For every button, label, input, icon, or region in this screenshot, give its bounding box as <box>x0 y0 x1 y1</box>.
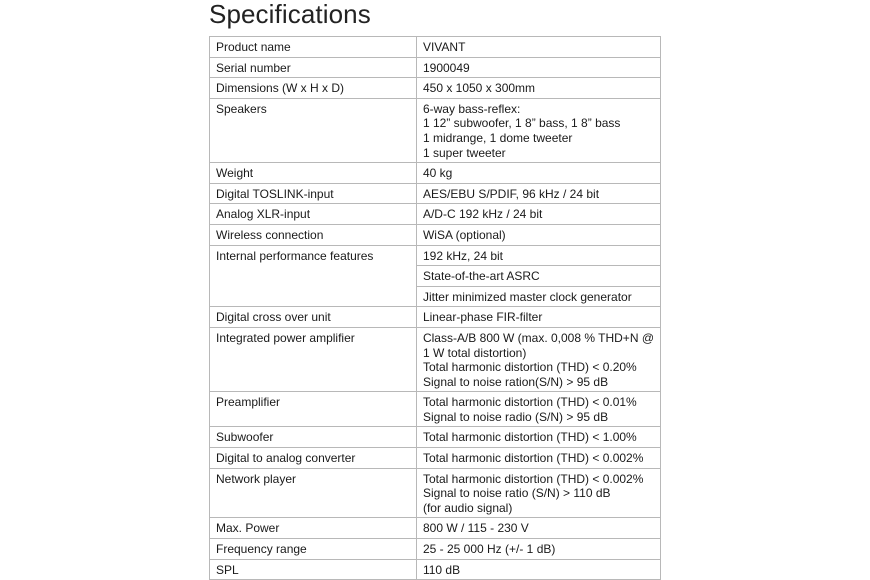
spec-value <box>416 518 660 539</box>
spec-value <box>416 266 660 287</box>
spec-value <box>416 468 660 518</box>
spec-value-line: Total harmonic distortion (THD) < 0.002% <box>422 471 644 486</box>
spec-value-line: AES/EBU S/PDIF, 96 kHz / 24 bit <box>422 186 600 201</box>
spec-value <box>416 327 660 391</box>
spec-value-line: 1900049 <box>422 60 470 75</box>
spec-label: Product name <box>210 37 417 58</box>
spec-value <box>416 307 660 328</box>
table-row <box>210 245 661 266</box>
table-row <box>210 224 661 245</box>
spec-value-line: Signal to noise ratio (S/N) > 110 dB <box>422 486 611 501</box>
spec-label: Integrated power amplifier <box>210 327 417 391</box>
spec-value-line: A/D-C 192 kHz / 24 bit <box>422 207 543 222</box>
table-row <box>210 307 661 328</box>
spec-value <box>416 57 660 78</box>
spec-value-line: 1 W total distortion) <box>422 345 527 360</box>
spec-label: Serial number <box>210 57 417 78</box>
spec-label: Dimensions (W x H x D) <box>210 78 417 99</box>
table-row <box>210 559 661 580</box>
specifications-table <box>209 36 661 580</box>
spec-label: Wireless connection <box>210 224 417 245</box>
spec-value <box>416 559 660 580</box>
spec-value <box>416 204 660 225</box>
spec-value <box>416 427 660 448</box>
spec-label: Digital to analog converter <box>210 448 417 469</box>
table-row <box>210 327 661 391</box>
spec-value <box>416 448 660 469</box>
spec-value <box>416 539 660 560</box>
table-row <box>210 468 661 518</box>
spec-label: Preamplifier <box>210 392 417 427</box>
table-row <box>210 183 661 204</box>
table-row <box>210 204 661 225</box>
spec-value <box>416 392 660 427</box>
spec-value-line: 110 dB <box>422 562 461 577</box>
spec-value-line: VIVANT <box>422 40 466 54</box>
spec-value-line: 800 W / 115 - 230 V <box>422 521 529 536</box>
table-row <box>210 98 661 162</box>
spec-value-line: Signal to noise ration(S/N) > 95 dB <box>422 374 609 389</box>
spec-value <box>416 286 660 307</box>
table-row <box>210 427 661 448</box>
specifications-table-body <box>210 37 661 580</box>
spec-label: Weight <box>210 163 417 184</box>
spec-value-line: 1 midrange, 1 dome tweeter <box>422 130 573 145</box>
table-row <box>210 78 661 99</box>
spec-label: Analog XLR-input <box>210 204 417 225</box>
spec-value-line: Class-A/B 800 W (max. 0,008 % THD+N @ <box>422 330 654 345</box>
spec-value-line: Linear-phase FIR-filter <box>422 310 543 325</box>
spec-value-line: Total harmonic distortion (THD) < 0.01% <box>422 395 637 410</box>
spec-value-line: (for audio signal) <box>422 500 513 515</box>
spec-value-line: 6-way bass-reflex: <box>422 101 521 116</box>
table-row <box>210 518 661 539</box>
spec-label: Digital cross over unit <box>210 307 417 328</box>
spec-value-line: Total harmonic distortion (THD) < 0.20% <box>422 360 637 375</box>
spec-value <box>416 245 660 266</box>
spec-value <box>416 163 660 184</box>
spec-value <box>416 78 660 99</box>
spec-label: Internal performance features <box>210 245 417 307</box>
table-row <box>210 448 661 469</box>
spec-value-line: 1 super tweeter <box>422 145 506 160</box>
spec-value-line: Total harmonic distortion (THD) < 1.00% <box>422 430 637 445</box>
spec-value-line: Signal to noise radio (S/N) > 95 dB <box>422 409 609 424</box>
spec-value-line: 450 x 1050 x 300mm <box>422 81 536 96</box>
spec-label: Speakers <box>210 98 417 162</box>
spec-label: Max. Power <box>210 518 417 539</box>
spec-value-line: 25 - 25 000 Hz (+/- 1 dB) <box>422 542 556 557</box>
table-row <box>210 392 661 427</box>
table-row <box>210 57 661 78</box>
spec-value-line: 40 kg <box>422 166 453 181</box>
spec-value-line: WiSA (optional) <box>422 227 506 242</box>
spec-value-line: State-of-the-art ASRC <box>422 269 540 284</box>
spec-value <box>416 224 660 245</box>
spec-value-line: Total harmonic distortion (THD) < 0.002% <box>422 451 644 466</box>
spec-value-line: 192 kHz, 24 bit <box>422 248 504 263</box>
spec-value <box>416 37 660 58</box>
spec-label: Digital TOSLINK-input <box>210 183 417 204</box>
table-row <box>210 539 661 560</box>
spec-value <box>416 183 660 204</box>
spec-label: Frequency range <box>210 539 417 560</box>
table-row <box>210 163 661 184</box>
spec-label: Network player <box>210 468 417 518</box>
spec-value-line: Jitter minimized master clock generator <box>422 289 632 304</box>
spec-label: Subwoofer <box>210 427 417 448</box>
page-title: Specifications <box>209 0 371 29</box>
table-row <box>210 37 661 58</box>
spec-value <box>416 98 660 162</box>
spec-value-line: 1 12” subwoofer, 1 8” bass, 1 8” bass <box>422 116 621 131</box>
spec-label: SPL <box>210 559 417 580</box>
